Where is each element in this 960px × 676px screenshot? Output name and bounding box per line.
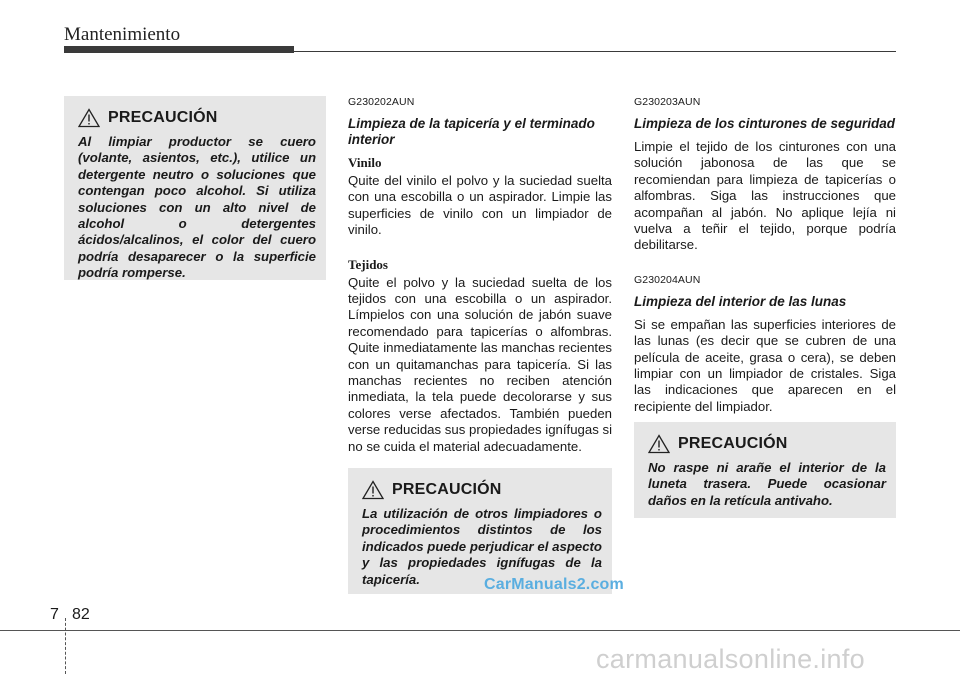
page-number: 82 [72,606,90,623]
section-number: 7 [50,606,59,623]
paragraph-vinyl: Quite del vinilo el polvo y la suciedad suelta con una escobilla o un aspirador. Limpie las superficies de vinilo con un limpiador de vinilo. [348,173,612,238]
caution-text: La utilización de otros limpiadores o procedimientos distintos de los indicados puede perjudicar el aspecto y las propiedades ignífugas de la tapicería. [362,506,602,587]
section-code: G230202AUN [348,96,415,108]
section-title: Limpieza de la tapicería y el terminado interior [348,116,595,147]
subheading-fabric: Tejidos [348,256,388,272]
caution-title: PRECAUCIÓN [392,481,502,498]
section-code: G230203AUN [634,96,701,108]
caution-header [648,434,886,454]
watermark-carmanuals: CarManuals2.com [484,576,624,593]
page-header-title: Mantenimiento [64,24,181,45]
section-code: G230204AUN [634,273,701,286]
paragraph-seatbelts: Limpie el tejido de los cinturones con una solución jabonosa de las que se recomiendan para limpieza de tapicerías o alfombras. Siga las instrucciones que acompañan al jabón. No aplique lejía ni vuelva a teñir el tejido, porque podría debilitarse. [634,139,896,253]
watermark-carmanualsonline: carmanualsonline.info [596,644,865,674]
caution-title: PRECAUCIÓN [108,109,218,126]
header-rule [294,51,896,52]
paragraph-fabric: Quite el polvo y la suciedad suelta de los tejidos con una escobilla o un aspirador. Límpielos con una solución de jabón suave recomendado para tapicerías o alfombras. Quite inmediatamente las manchas recientes con un quitamanchas para tapicería. Si las manchas recientes no reciben atención inmediata, la tela puede decolorarse y sus colores verse afectados. También pueden verse reducidas sus propiedades ignífugas si no se cuida el material adecuadamente. [348,274,612,454]
section-title: Limpieza de los cinturones de seguridad [634,116,896,131]
caution-header [362,480,602,500]
warning-triangle-icon [648,434,670,454]
warning-triangle-icon [362,480,384,500]
footer-rule [0,630,960,631]
caution-header [78,108,316,128]
column-seatbelts-windows [634,96,896,415]
caution-box-rear-window [634,422,896,518]
caution-box-leather [64,96,326,280]
caution-text: Al limpiar productor se cuero (volante, asientos, etc.), utilice un detergente neutro o soluciones que contengan poco alcohol. Si utiliza soluciones con un alto nivel de alcohol o detergentes ácidos/alcalinos, el color del cuero podría desaparecer o la superficie podría romperse. [78,134,316,281]
subheading-vinyl: Vinilo [348,155,382,170]
header-bar [64,46,294,53]
caution-text: No raspe ni arañe el interior de la luneta trasera. Puede ocasionar daños en la retícula antivaho. [648,460,886,508]
footer-divider [65,618,66,674]
paragraph-windows: Si se empañan las superficies interiores de las lunas (es decir que se cubren de una película de aceite, grasa o cera), se deben limpiar con un limpiador de cristales. Siga las indicaciones que aparecen en el recipiente del limpiador. [634,316,896,414]
caution-title: PRECAUCIÓN [678,435,788,452]
column-upholstery [348,96,612,455]
section-title: Limpieza del interior de las lunas [634,293,847,309]
warning-triangle-icon [78,108,100,128]
